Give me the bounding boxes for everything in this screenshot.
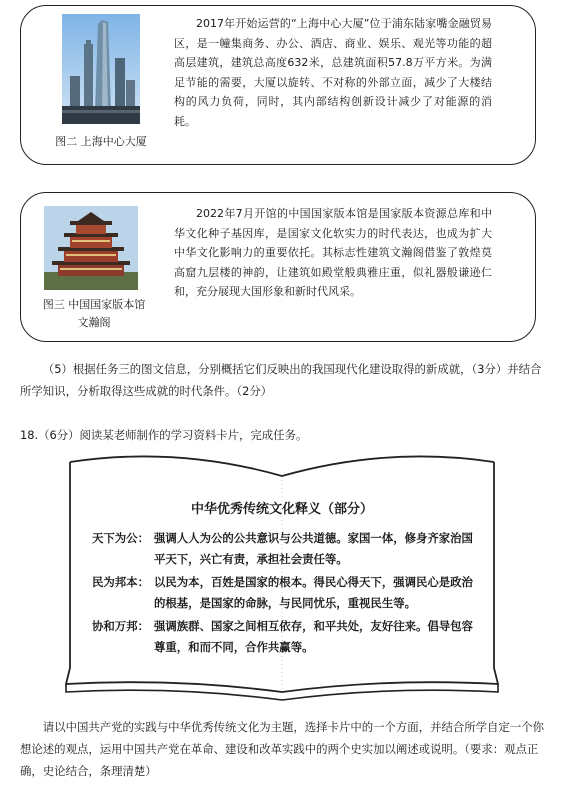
- card-title: 中华优秀传统文化释义（部分）: [190, 502, 373, 517]
- text-shanghai-tower: 2017年开始运营的“上海中心大厦”位于浦东陆家嘴金融贸易区，是一幢集商务、办公、酒店、商业、娱乐、观光等功能的超高层建筑，建筑总高度632米，总建筑面积57.8万平方米。为满足节能的需要，大厦以旋转、不对称的外部立面，减少了大楼结构的风力负荷，同时，其内部结构创新设计减少了对能源的消耗。: [174, 17, 492, 128]
- caption-archives-line1: 图三 中国国家版本馆: [42, 298, 146, 311]
- caption-archives-line2: 文瀚阁: [77, 316, 111, 329]
- definition-text: 强调人人为公的公共意识与公共道德。家国一体，修身齐家治国平天下，兴亡有责，承担社会责任等。: [154, 531, 473, 566]
- definition-term: 协和万邦：: [92, 619, 149, 633]
- question-18-task: 请以中国共产党的实践与中华优秀传统文化为主题，选择卡片中的一个方面，并结合所学自定一个你想论述的观点，运用中国共产党在革命、建设和改革实践中的两个史实加以阐述或说明。（要求：观点正确，史论结合，条理清楚）: [20, 720, 544, 778]
- definition-term: 民为邦本：: [92, 575, 149, 589]
- question-5: （5）根据任务三的图文信息，分别概括它们反映出的我国现代化建设取得的新成就，（3分）并结合所学知识，分析取得这些成就的时代条件。（2分）: [20, 362, 542, 398]
- caption-shanghai-tower: 图二 上海中心大厦: [55, 135, 147, 148]
- definition-text: 强调族群、国家之间相互依存，和平共处，友好往来。倡导包容尊重，和而不同，合作共赢等。: [154, 619, 473, 654]
- definition-xiehe-wanbang: [92, 616, 482, 658]
- text-national-archives: 2022年7月开馆的中国国家版本馆是国家版本资源总库和中华文化种子基因库，是国家文化软实力的时代表达，也成为扩大中华文化影响力的重要依托。其标志性建筑文瀚阁借鉴了敦煌莫高窟九层楼的神韵，让建筑如殿堂般典雅庄重，似礼器般谦逊仁和，充分展现大国形象和新时代风采。: [174, 207, 492, 298]
- question-18-heading: 18.（6分）阅读某老师制作的学习资料卡片，完成任务。: [20, 428, 308, 442]
- definition-term: 天下为公：: [92, 531, 149, 545]
- definition-tianxia-weigong: [92, 528, 482, 570]
- definition-minwei-bangben: [92, 572, 482, 614]
- definition-text: 以民为本，百姓是国家的根本。得民心得天下，强调民心是政治的根基，是国家的命脉，与民同忧乐，重视民生等。: [154, 575, 473, 610]
